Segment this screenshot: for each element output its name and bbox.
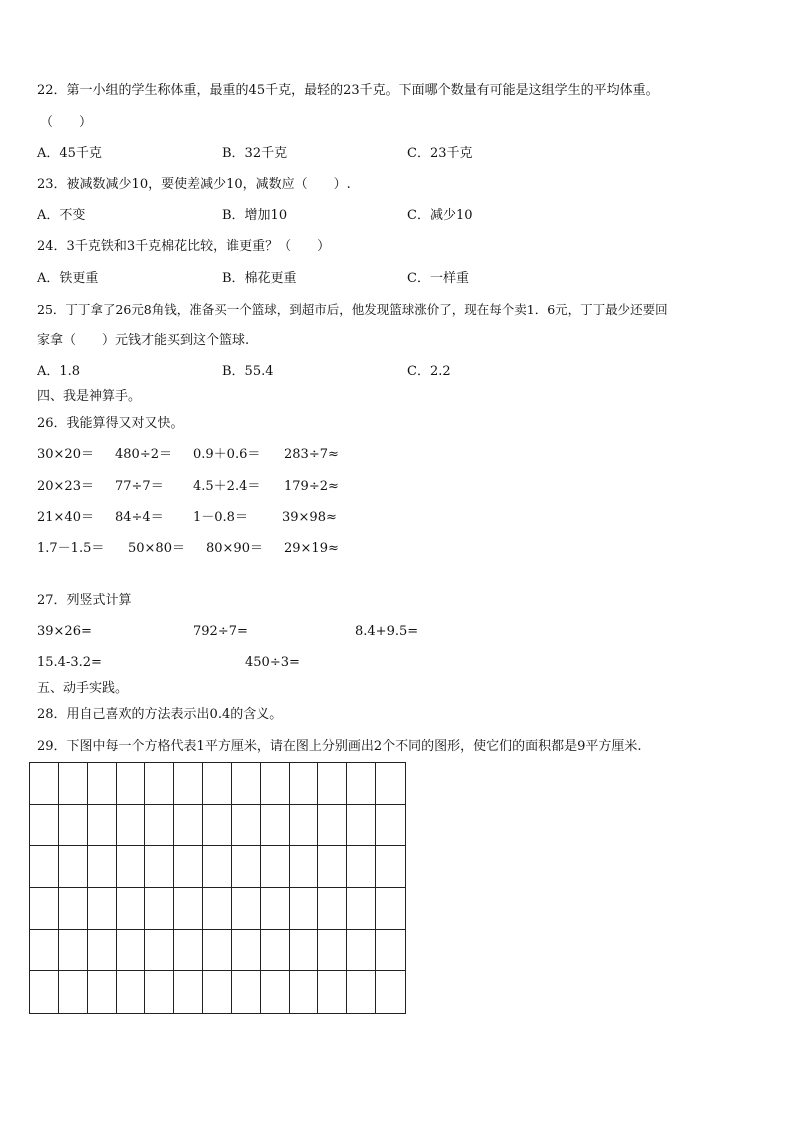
q26-expr: 1－0.8＝ [193, 510, 248, 525]
q26-expr: 29×19≈ [284, 541, 339, 556]
q26-expr: 0.9＋0.6＝ [193, 447, 261, 462]
grid-cell[interactable] [145, 805, 174, 847]
q25-stem-line1: 25．丁丁拿了26元8角钱，准备买一个篮球，到超市后，他发现篮球涨价了，现在每个卖1．6元，丁丁最少还要回 [37, 302, 668, 317]
grid-cell[interactable] [203, 763, 232, 805]
q27-stem: 27．列竖式计算 [37, 593, 132, 608]
q22-answer-paren: （ ） [40, 115, 93, 130]
grid-cell[interactable] [376, 805, 405, 847]
grid-cell[interactable] [59, 888, 88, 930]
grid-cell[interactable] [174, 971, 203, 1013]
grid-cell[interactable] [261, 888, 290, 930]
q27-expr: 39×26= [37, 624, 92, 639]
grid-cell[interactable] [232, 888, 261, 930]
grid-cell[interactable] [261, 971, 290, 1013]
grid-cell[interactable] [290, 846, 319, 888]
grid-cell[interactable] [145, 888, 174, 930]
grid-cell[interactable] [145, 971, 174, 1013]
grid-cell[interactable] [376, 930, 405, 972]
grid-cell[interactable] [59, 930, 88, 972]
section-4-title: 四、我是神算手。 [37, 389, 142, 404]
q28-stem: 28．用自己喜欢的方法表示出0.4的含义。 [37, 707, 283, 722]
q23-option-b: B．增加10 [222, 208, 288, 223]
q27-expr: 792÷7= [193, 624, 248, 639]
grid-cell[interactable] [290, 971, 319, 1013]
grid-cell[interactable] [174, 846, 203, 888]
grid-cell[interactable] [117, 888, 146, 930]
grid-cell[interactable] [145, 930, 174, 972]
grid-cell[interactable] [88, 930, 117, 972]
q26-expr: 283÷7≈ [284, 447, 339, 462]
grid-cell[interactable] [117, 971, 146, 1013]
grid-cell[interactable] [88, 846, 117, 888]
grid-cell[interactable] [88, 971, 117, 1013]
q26-expr: 84÷4＝ [115, 510, 164, 525]
q26-expr: 1.7－1.5＝ [37, 541, 105, 556]
grid-cell[interactable] [30, 888, 59, 930]
grid-cell[interactable] [117, 930, 146, 972]
q26-expr: 480÷2＝ [115, 447, 172, 462]
grid-cell[interactable] [347, 846, 376, 888]
q26-expr: 39×98≈ [282, 510, 337, 525]
q24-stem: 24．3千克铁和3千克棉花比较，谁更重？（ ） [37, 239, 331, 254]
grid-cell[interactable] [59, 763, 88, 805]
grid-cell[interactable] [261, 846, 290, 888]
q26-stem: 26．我能算得又对又快。 [37, 416, 184, 431]
grid-cell[interactable] [261, 805, 290, 847]
grid-cell[interactable] [261, 930, 290, 972]
grid-cell[interactable] [290, 805, 319, 847]
q26-expr: 20×23＝ [37, 479, 94, 494]
q27-expr: 450÷3= [245, 655, 300, 670]
grid-cell[interactable] [347, 805, 376, 847]
grid-cell[interactable] [145, 846, 174, 888]
q23-stem: 23．被减数减少10，要使差减少10，减数应（ ）. [37, 177, 351, 192]
q22-option-a: A．45千克 [37, 146, 102, 161]
grid-cell[interactable] [347, 763, 376, 805]
q26-expr: 30×20＝ [37, 447, 94, 462]
grid-cell[interactable] [145, 763, 174, 805]
grid-cell[interactable] [88, 888, 117, 930]
grid-cell[interactable] [59, 805, 88, 847]
grid-cell[interactable] [59, 846, 88, 888]
grid-cell[interactable] [261, 763, 290, 805]
q27-expr: 8.4+9.5= [355, 624, 419, 639]
q25-option-c: C．2.2 [407, 364, 451, 379]
q26-expr: 179÷2≈ [284, 479, 339, 494]
q25-option-b: B．55.4 [222, 364, 274, 379]
grid-cell[interactable] [290, 763, 319, 805]
grid-cell[interactable] [232, 971, 261, 1013]
grid-cell[interactable] [318, 888, 347, 930]
grid-cell[interactable] [30, 971, 59, 1013]
q24-option-a: A．铁更重 [37, 271, 99, 286]
grid-cell[interactable] [232, 930, 261, 972]
q25-stem-line2: 家拿（ ）元钱才能买到这个篮球. [37, 333, 250, 348]
grid-cell[interactable] [203, 971, 232, 1013]
grid-cell[interactable] [30, 846, 59, 888]
grid-cell[interactable] [290, 930, 319, 972]
grid-cell[interactable] [174, 763, 203, 805]
q22-option-b: B．32千克 [222, 146, 288, 161]
q22-stem: 22．第一小组的学生称体重，最重的45千克，最轻的23千克。下面哪个数量有可能是这组学生的平均体重。 [37, 83, 659, 98]
grid-cell[interactable] [347, 971, 376, 1013]
grid-cell[interactable] [88, 805, 117, 847]
grid-cell[interactable] [318, 930, 347, 972]
q26-expr: 4.5＋2.4＝ [193, 479, 261, 494]
grid-cell[interactable] [203, 846, 232, 888]
grid-cell[interactable] [376, 971, 405, 1013]
grid-cell[interactable] [88, 763, 117, 805]
grid-cell[interactable] [232, 763, 261, 805]
q29-stem: 29．下图中每一个方格代表1平方厘米，请在图上分别画出2个不同的图形，使它们的面积都是9平方厘米. [37, 739, 642, 754]
q23-option-a: A．不变 [37, 208, 86, 223]
grid-cell[interactable] [232, 805, 261, 847]
grid-cell[interactable] [30, 930, 59, 972]
q27-expr: 15.4-3.2= [37, 655, 102, 670]
grid-cell[interactable] [232, 846, 261, 888]
grid-cell[interactable] [117, 763, 146, 805]
grid-cell[interactable] [203, 930, 232, 972]
grid-cell[interactable] [174, 888, 203, 930]
q24-option-b: B．棉花更重 [222, 271, 297, 286]
section-5-title: 五、动手实践。 [37, 681, 129, 696]
grid-cell[interactable] [318, 846, 347, 888]
q26-expr: 77÷7＝ [115, 479, 164, 494]
grid-cell[interactable] [203, 888, 232, 930]
q24-option-c: C．一样重 [407, 271, 469, 286]
grid-cell[interactable] [376, 888, 405, 930]
grid-cell[interactable] [318, 763, 347, 805]
grid-cell[interactable] [30, 763, 59, 805]
grid-cell[interactable] [318, 805, 347, 847]
q26-expr: 80×90＝ [206, 541, 263, 556]
grid-cell[interactable] [376, 763, 405, 805]
q22-option-c: C．23千克 [407, 146, 473, 161]
q26-expr: 21×40＝ [37, 510, 94, 525]
grid-cell[interactable] [347, 930, 376, 972]
grid-cell[interactable] [376, 846, 405, 888]
grid-cell[interactable] [59, 971, 88, 1013]
q23-option-c: C．减少10 [407, 208, 473, 223]
square-grid[interactable] [29, 762, 406, 1014]
grid-cell[interactable] [290, 888, 319, 930]
q26-expr: 50×80＝ [128, 541, 185, 556]
grid-cell[interactable] [174, 805, 203, 847]
q25-option-a: A．1.8 [37, 364, 81, 379]
grid-cell[interactable] [174, 930, 203, 972]
grid-cell[interactable] [203, 805, 232, 847]
grid-cell[interactable] [117, 846, 146, 888]
grid-cell[interactable] [318, 971, 347, 1013]
grid-cell[interactable] [30, 805, 59, 847]
grid-cell[interactable] [117, 805, 146, 847]
grid-cell[interactable] [347, 888, 376, 930]
